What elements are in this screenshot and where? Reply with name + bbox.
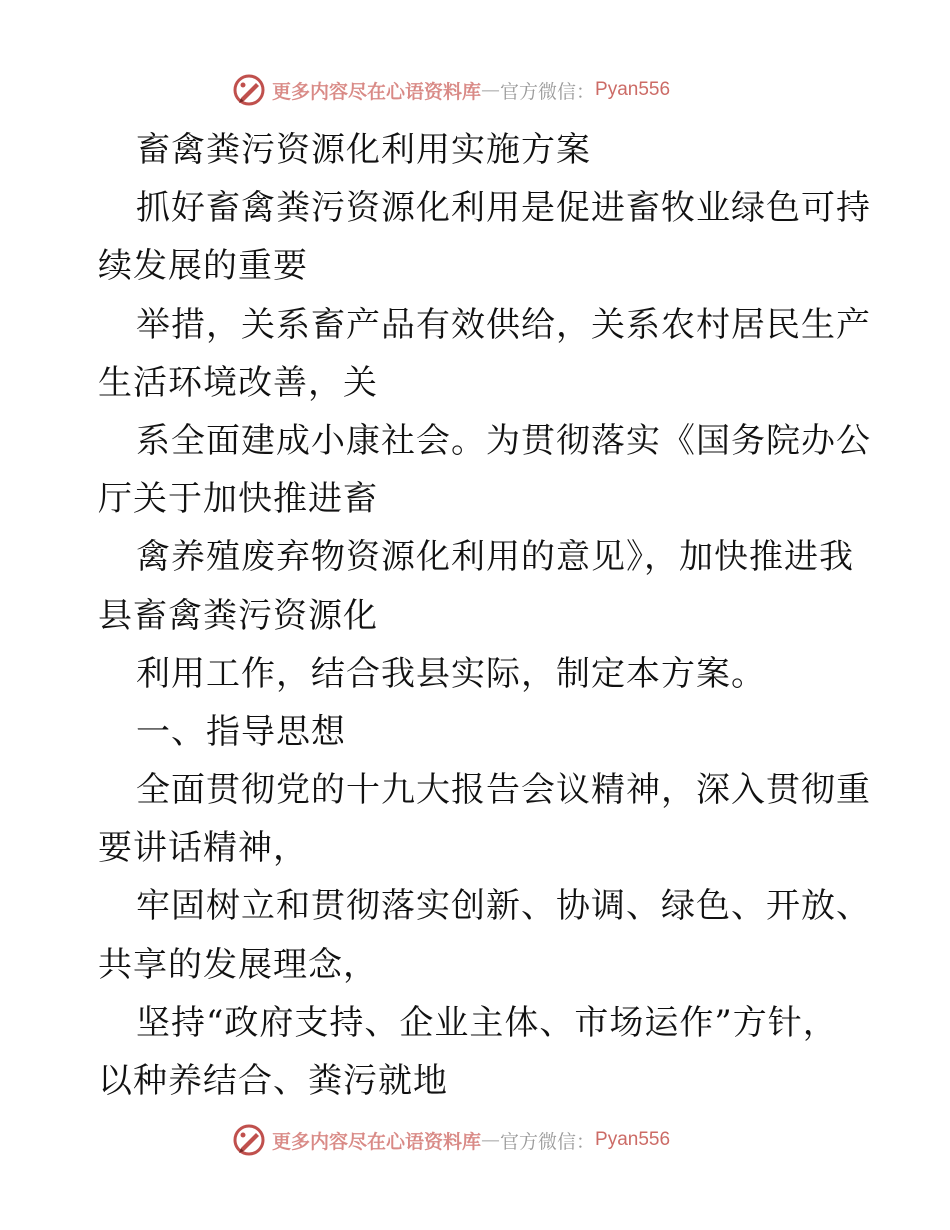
wechat-handle: Pyan556: [595, 1129, 671, 1150]
paragraph-line: 利用工作，结合我县实际，制定本方案。: [136, 653, 766, 694]
brand-text: 更多内容尽在心语资料库: [272, 1130, 482, 1153]
paragraph-line: 系全面建成小康社会。为贯彻落实《国务院办公: [136, 420, 871, 461]
paragraph-line: 厅关于加快推进畜: [98, 479, 378, 520]
footer-banner: [232, 1122, 670, 1158]
paragraph-line: 牢固树立和贯彻落实创新、协调、绿色、开放、: [136, 886, 871, 927]
wechat-label: 官方微信：: [500, 80, 596, 103]
header-banner: [232, 72, 670, 108]
document-title: 畜禽粪污资源化利用实施方案: [136, 130, 591, 170]
pen-logo-icon: [232, 73, 266, 107]
paragraph-line: 生活环境改善，关: [98, 362, 378, 403]
banner-separator: —: [481, 79, 501, 101]
wechat-handle: Pyan556: [595, 79, 671, 100]
brand-text: 更多内容尽在心语资料库: [272, 80, 482, 103]
pen-logo-icon: [232, 1123, 266, 1157]
paragraph-line: 续发展的重要: [98, 246, 308, 287]
paragraph-line: 禽养殖废弃物资源化利用的意见》，加快推进我: [136, 537, 854, 578]
paragraph-line: 全面贯彻党的十九大报告会议精神，深入贯彻重: [136, 770, 871, 811]
paragraph-line: 共享的发展理念，: [98, 944, 378, 985]
paragraph-line: 县畜禽粪污资源化: [98, 595, 378, 636]
wechat-label: 官方微信：: [500, 1130, 596, 1153]
banner-separator: —: [481, 1129, 501, 1151]
paragraph-line: 抓好畜禽粪污资源化利用是促进畜牧业绿色可持: [136, 188, 871, 229]
paragraph-line: 要讲话精神，: [98, 828, 308, 869]
document-body: [98, 121, 871, 1110]
paragraph-line: 一、指导思想: [136, 711, 346, 752]
paragraph-line: 举措，关系畜产品有效供给，关系农村居民生产: [136, 304, 871, 345]
paragraph-line: 坚持“政府支持、企业主体、市场运作”方针，: [136, 1002, 838, 1043]
paragraph-line: 以种养结合、粪污就地: [98, 1061, 448, 1101]
